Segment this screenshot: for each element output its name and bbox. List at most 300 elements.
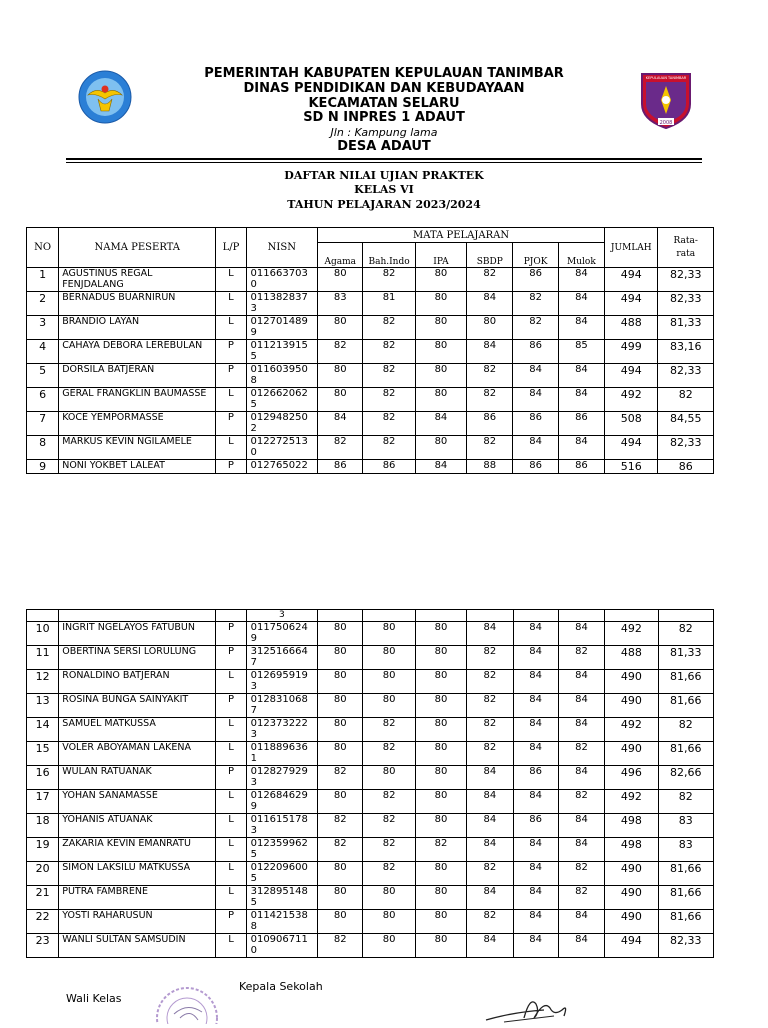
score-cell: 82 (363, 718, 415, 742)
total-score: 508 (605, 412, 658, 436)
table-row (27, 694, 714, 718)
row-number: 3 (27, 316, 59, 340)
average-score: 81,66 (658, 694, 713, 718)
header-subject-pjok: PJOK (513, 243, 558, 268)
score-cell: 80 (415, 364, 466, 388)
gender: L (216, 388, 246, 412)
score-cell: 80 (415, 742, 466, 766)
score-cell: 86 (363, 460, 415, 474)
header-rata-line2: rata (676, 248, 696, 259)
row-number: 9 (27, 460, 59, 474)
score-cell: 82 (558, 886, 604, 910)
row-number: 11 (27, 646, 59, 670)
score-cell: 80 (415, 316, 466, 340)
score-cell: 82 (513, 292, 558, 316)
header-rata-rata (658, 228, 714, 268)
score-cell: 84 (513, 646, 558, 670)
score-cell: 80 (415, 814, 466, 838)
student-name: BRANDIO LAYAN (59, 316, 216, 340)
gender: L (216, 838, 246, 862)
student-name: YOHANIS ATUANAK (59, 814, 216, 838)
score-cell: 84 (558, 316, 604, 340)
nisn: 011421538 8 (246, 910, 318, 934)
score-cell: 84 (513, 388, 558, 412)
score-cell: 82 (363, 316, 415, 340)
score-cell: 80 (415, 436, 466, 460)
score-cell: 88 (467, 460, 513, 474)
nisn: 012948250 2 (246, 412, 318, 436)
average-score: 82,33 (658, 934, 713, 958)
nisn: 011663703 0 (246, 268, 318, 292)
row-number: 22 (27, 910, 59, 934)
total-score: 492 (605, 388, 658, 412)
score-cell: 86 (513, 268, 558, 292)
score-cell: 82 (467, 694, 513, 718)
score-cell: 80 (318, 646, 363, 670)
header-jumlah: JUMLAH (605, 228, 658, 268)
average-score: 81,66 (658, 862, 713, 886)
student-name: PUTRA FAMBRENE (59, 886, 216, 910)
total-score: 494 (605, 364, 658, 388)
score-cell: 82 (467, 364, 513, 388)
score-cell: 84 (467, 622, 513, 646)
score-cell: 84 (513, 862, 558, 886)
score-cell: 80 (318, 742, 363, 766)
continued-cell (558, 610, 604, 622)
score-cell: 80 (318, 862, 363, 886)
total-score: 516 (605, 460, 658, 474)
header-subject-agama: Agama (318, 243, 363, 268)
gender: P (216, 622, 246, 646)
table-row (27, 910, 714, 934)
score-cell: 82 (467, 388, 513, 412)
average-score: 86 (658, 460, 714, 474)
score-cell: 82 (467, 910, 513, 934)
score-cell: 84 (513, 886, 558, 910)
gender: P (216, 460, 246, 474)
score-cell: 84 (558, 694, 604, 718)
gender: L (216, 790, 246, 814)
total-score: 494 (605, 436, 658, 460)
row-number: 18 (27, 814, 59, 838)
average-score: 81,66 (658, 742, 713, 766)
score-cell: 82 (467, 718, 513, 742)
average-score: 82 (658, 718, 713, 742)
score-cell: 84 (467, 766, 513, 790)
table-row (27, 670, 714, 694)
kepala-sekolah-label: Kepala Sekolah (239, 980, 323, 993)
score-cell: 82 (363, 436, 415, 460)
total-score: 496 (605, 766, 658, 790)
student-name: SIMON LAKSILU MATKUSSA (59, 862, 216, 886)
total-score: 492 (605, 790, 658, 814)
student-name: CAHAYA DEBORA LEREBULAN (59, 340, 216, 364)
row-number: 17 (27, 790, 59, 814)
student-name: YOSTI RAHARUSUN (59, 910, 216, 934)
nisn: 011382837 3 (246, 292, 318, 316)
average-score: 82,33 (658, 292, 714, 316)
table-row (27, 862, 714, 886)
table-row (27, 436, 714, 460)
score-cell: 84 (467, 934, 513, 958)
student-name: MARKUS KEVIN NGILAMELE (59, 436, 216, 460)
score-cell: 84 (415, 412, 466, 436)
continued-cell (216, 610, 246, 622)
gender: L (216, 718, 246, 742)
district-name: KECAMATAN SELARU (308, 96, 460, 111)
row-number: 19 (27, 838, 59, 862)
score-cell: 80 (415, 766, 466, 790)
score-cell: 84 (513, 364, 558, 388)
average-score: 81,66 (658, 910, 713, 934)
score-cell: 80 (415, 340, 466, 364)
score-cell: 84 (318, 412, 363, 436)
total-score: 488 (605, 316, 658, 340)
average-score: 82,33 (658, 364, 714, 388)
score-cell: 86 (513, 766, 558, 790)
continued-cell (658, 610, 713, 622)
student-name: KOCE YEMPORMASSE (59, 412, 216, 436)
nisn: 012359962 5 (246, 838, 318, 862)
government-name: PEMERINTAH KABUPATEN KEPULAUAN TANIMBAR (204, 66, 564, 81)
score-cell: 80 (415, 670, 466, 694)
average-score: 82,66 (658, 766, 713, 790)
row-number: 23 (27, 934, 59, 958)
table-row (27, 886, 714, 910)
continued-cell (605, 610, 658, 622)
score-cell: 84 (513, 718, 558, 742)
score-cell: 80 (415, 886, 466, 910)
score-cell: 80 (363, 934, 415, 958)
score-cell: 84 (558, 268, 604, 292)
row-number: 8 (27, 436, 59, 460)
row-number: 12 (27, 670, 59, 694)
school-stamp-icon (152, 984, 222, 1024)
score-cell: 80 (415, 934, 466, 958)
student-name: BERNADUS BUARNIRUN (59, 292, 216, 316)
score-cell: 84 (558, 292, 604, 316)
score-cell: 82 (363, 862, 415, 886)
total-score: 490 (605, 910, 658, 934)
student-name: ZAKARIA KEVIN EMANRATU (59, 838, 216, 862)
score-cell: 84 (467, 292, 513, 316)
table-row (27, 316, 714, 340)
school-name: SD N INPRES 1 ADAUT (303, 110, 465, 125)
score-cell: 82 (467, 646, 513, 670)
nisn: 012831068 7 (246, 694, 318, 718)
row-number: 5 (27, 364, 59, 388)
table-row (27, 814, 714, 838)
score-cell: 82 (467, 742, 513, 766)
score-cell: 80 (318, 790, 363, 814)
score-cell: 84 (467, 790, 513, 814)
table-row (27, 460, 714, 474)
table-row (27, 646, 714, 670)
score-cell: 84 (558, 388, 604, 412)
average-score: 84,55 (658, 412, 714, 436)
grades-table-part1 (26, 227, 714, 474)
score-cell: 86 (558, 412, 604, 436)
row-number: 7 (27, 412, 59, 436)
score-cell: 86 (513, 412, 558, 436)
total-score: 494 (605, 934, 658, 958)
nisn: 011615178 3 (246, 814, 318, 838)
score-cell: 84 (558, 718, 604, 742)
score-cell: 80 (415, 622, 466, 646)
score-cell: 80 (318, 622, 363, 646)
student-name: WANLI SULTAN SAMSUDIN (59, 934, 216, 958)
score-cell: 82 (363, 742, 415, 766)
shield-banner-text: KEPULAUAN TANIMBAR (645, 76, 687, 80)
score-cell: 82 (318, 340, 363, 364)
student-name: NONI YOKBET LALEAT (59, 460, 216, 474)
score-cell: 84 (558, 838, 604, 862)
nisn: 010906711 0 (246, 934, 318, 958)
nisn: 012765022 (246, 460, 318, 474)
score-cell: 80 (363, 694, 415, 718)
score-cell: 84 (513, 838, 558, 862)
score-cell: 84 (513, 694, 558, 718)
student-name: YOHAN SANAMASSE (59, 790, 216, 814)
nisn: 011889636 1 (246, 742, 318, 766)
score-cell: 80 (415, 910, 466, 934)
nisn: 012695919 3 (246, 670, 318, 694)
score-cell: 82 (318, 838, 363, 862)
score-cell: 82 (467, 436, 513, 460)
score-cell: 86 (513, 460, 558, 474)
row-number: 21 (27, 886, 59, 910)
score-cell: 84 (513, 670, 558, 694)
score-cell: 82 (467, 268, 513, 292)
nisn: 012209600 5 (246, 862, 318, 886)
continued-nisn-tail: 3 (246, 610, 318, 622)
student-name: ROSINA BUNGA SAINYAKIT (59, 694, 216, 718)
average-score: 82,33 (658, 268, 714, 292)
score-cell: 80 (318, 670, 363, 694)
department-name: DINAS PENDIDIKAN DAN KEBUDAYAAN (243, 81, 525, 96)
nisn: 012701489 9 (246, 316, 318, 340)
row-number: 15 (27, 742, 59, 766)
total-score: 490 (605, 862, 658, 886)
table-row (27, 622, 714, 646)
score-cell: 85 (558, 340, 604, 364)
headmaster-signature-icon (484, 990, 574, 1024)
score-cell: 84 (558, 670, 604, 694)
table-row (27, 766, 714, 790)
total-score: 490 (605, 742, 658, 766)
score-cell: 80 (318, 268, 363, 292)
score-cell: 80 (363, 622, 415, 646)
score-cell: 82 (558, 862, 604, 886)
score-cell: 83 (318, 292, 363, 316)
gender: L (216, 316, 246, 340)
header-divider (66, 158, 702, 160)
student-name: RONALDINO BATJERAN (59, 670, 216, 694)
row-number: 4 (27, 340, 59, 364)
continued-cell (318, 610, 363, 622)
continued-cell (59, 610, 216, 622)
total-score: 498 (605, 838, 658, 862)
score-cell: 84 (513, 790, 558, 814)
average-score: 83 (658, 814, 713, 838)
score-cell: 82 (558, 646, 604, 670)
gender: L (216, 268, 246, 292)
student-name: VOLER ABOYAMAN LAKENA (59, 742, 216, 766)
average-score: 81,66 (658, 670, 713, 694)
score-cell: 80 (467, 316, 513, 340)
total-score: 498 (605, 814, 658, 838)
gender: P (216, 910, 246, 934)
score-cell: 80 (363, 646, 415, 670)
gender: L (216, 814, 246, 838)
score-cell: 84 (467, 814, 513, 838)
score-cell: 82 (415, 838, 466, 862)
score-cell: 84 (513, 622, 558, 646)
academic-year-title: TAHUN PELAJARAN 2023/2024 (287, 198, 481, 211)
gender: L (216, 742, 246, 766)
nisn: 011750624 9 (246, 622, 318, 646)
row-number: 16 (27, 766, 59, 790)
tanimbar-regency-shield-icon (639, 70, 693, 130)
score-cell: 82 (363, 790, 415, 814)
score-cell: 84 (513, 436, 558, 460)
grades-table-part2 (26, 609, 714, 958)
score-cell: 80 (318, 316, 363, 340)
score-cell: 80 (318, 718, 363, 742)
nisn: 012272513 0 (246, 436, 318, 460)
score-cell: 82 (513, 316, 558, 340)
header-subject-ipa: IPA (415, 243, 466, 268)
score-cell: 84 (513, 934, 558, 958)
shield-year-text: 2008 (659, 120, 673, 126)
score-cell: 84 (415, 460, 466, 474)
average-score: 82 (658, 790, 713, 814)
gender: P (216, 340, 246, 364)
score-cell: 80 (415, 268, 466, 292)
class-title: KELAS VI (354, 183, 414, 196)
nisn: 011213915 5 (246, 340, 318, 364)
total-score: 492 (605, 622, 658, 646)
score-cell: 84 (558, 910, 604, 934)
nisn: 012684629 9 (246, 790, 318, 814)
gender: L (216, 862, 246, 886)
table-row (27, 364, 714, 388)
header-subject-mulok: Mulok (558, 243, 604, 268)
score-cell: 80 (415, 388, 466, 412)
average-score: 83,16 (658, 340, 714, 364)
table-row (27, 790, 714, 814)
score-cell: 80 (363, 886, 415, 910)
gender: L (216, 436, 246, 460)
total-score: 490 (605, 886, 658, 910)
average-score: 82,33 (658, 436, 714, 460)
continued-cell (467, 610, 513, 622)
score-cell: 86 (513, 814, 558, 838)
score-cell: 80 (415, 718, 466, 742)
table-row (27, 292, 714, 316)
nisn: 312895148 5 (246, 886, 318, 910)
score-cell: 80 (415, 790, 466, 814)
header-no: NO (27, 228, 59, 268)
table-row (27, 838, 714, 862)
score-cell: 82 (558, 742, 604, 766)
score-cell: 80 (318, 364, 363, 388)
score-cell: 81 (363, 292, 415, 316)
row-number: 13 (27, 694, 59, 718)
score-cell: 80 (318, 886, 363, 910)
score-cell: 84 (513, 742, 558, 766)
score-cell: 80 (318, 388, 363, 412)
score-cell: 84 (558, 766, 604, 790)
table-row (27, 388, 714, 412)
table-row (27, 742, 714, 766)
score-cell: 84 (467, 838, 513, 862)
student-name: INGRIT NGELAYOS FATUBUN (59, 622, 216, 646)
continued-cell (363, 610, 415, 622)
row-number: 2 (27, 292, 59, 316)
score-cell: 84 (467, 340, 513, 364)
score-cell: 84 (558, 436, 604, 460)
gender: P (216, 766, 246, 790)
score-cell: 80 (363, 670, 415, 694)
continued-cell (27, 610, 59, 622)
score-cell: 82 (318, 766, 363, 790)
continued-cell (415, 610, 466, 622)
wali-kelas-label: Wali Kelas (66, 992, 122, 1005)
row-number: 6 (27, 388, 59, 412)
average-score: 81,33 (658, 646, 713, 670)
student-name: GERAL FRANGKLIN BAUMASSE (59, 388, 216, 412)
nisn: 012662062 5 (246, 388, 318, 412)
gender: P (216, 646, 246, 670)
score-cell: 82 (363, 814, 415, 838)
row-number: 20 (27, 862, 59, 886)
score-cell: 80 (415, 862, 466, 886)
score-cell: 80 (318, 910, 363, 934)
table-row (27, 412, 714, 436)
score-cell: 86 (513, 340, 558, 364)
average-score: 81,33 (658, 316, 714, 340)
score-cell: 80 (318, 694, 363, 718)
gender: L (216, 934, 246, 958)
document-title: DAFTAR NILAI UJIAN PRAKTEK (284, 169, 484, 182)
header-rata-line1: Rata- (673, 235, 698, 246)
score-cell: 80 (363, 910, 415, 934)
gender: P (216, 364, 246, 388)
score-cell: 84 (558, 364, 604, 388)
table-row (27, 934, 714, 958)
average-score: 83 (658, 838, 713, 862)
score-cell: 84 (558, 622, 604, 646)
total-score: 494 (605, 292, 658, 316)
average-score: 81,66 (658, 886, 713, 910)
nisn: 312516664 7 (246, 646, 318, 670)
total-score: 490 (605, 670, 658, 694)
gender: P (216, 694, 246, 718)
village-name: DESA ADAUT (337, 139, 431, 154)
header-subject-sbdp: SBDP (467, 243, 513, 268)
row-number: 1 (27, 268, 59, 292)
header-nama-peserta: NAMA PESERTA (59, 228, 216, 268)
score-cell: 84 (558, 814, 604, 838)
nisn: 012373222 3 (246, 718, 318, 742)
header-mata-pelajaran: MATA PELAJARAN (318, 228, 605, 243)
score-cell: 82 (363, 838, 415, 862)
total-score: 492 (605, 718, 658, 742)
school-address: Jln : Kampung lama (330, 126, 438, 139)
student-name: OBERTINA SERSI LORULUNG (59, 646, 216, 670)
score-cell: 84 (558, 934, 604, 958)
